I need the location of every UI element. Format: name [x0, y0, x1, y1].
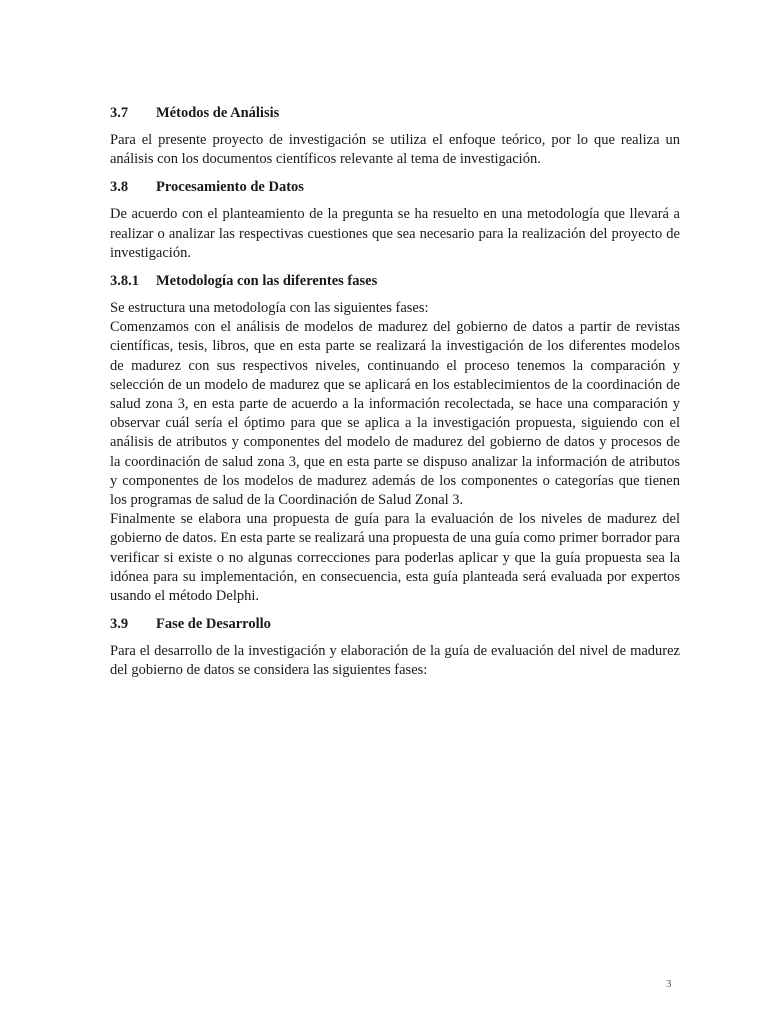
paragraph: Se estructura una metodología con las siguientes fases: [110, 300, 429, 317]
paragraph: Para el desarrollo de la investigación y elaboración de la guía de evaluación del nivel de madurez del gobierno de datos se considera las siguientes fases: [110, 643, 680, 679]
section-title: Metodología con las diferentes fases [156, 273, 378, 290]
section-heading-3-7 [110, 104, 680, 123]
section-heading-3-8 [110, 178, 680, 197]
page-number: 3 [666, 978, 672, 990]
section-heading-3-8-1 [110, 272, 680, 291]
section-title: Métodos de Análisis [156, 105, 280, 121]
paragraph: Comenzamos con el análisis de modelos de madurez del gobierno de datos a partir de revistas científicas, tesis, libros, que en esta parte se realizará la investigación de los diferentes modelos de madurez con sus respectivos niveles, continuando el proceso tenemos la comparación y selección de un modelo de madurez que se aplicará en los establecimientos de la coordinación de salud zona 3, en esta parte de acuerdo a la información recolectada, se hace una comparación y observar cuál sería el óptimo para que se aplica a la investigación propuesta, siguiendo con el análisis de atributos y componentes del modelo de madurez del gobierno de datos y procesos de la coordinación de salud zona 3, que en esta parte se dispuso analizar la información de atributos y componentes de los modelos de madurez además de los componentes o categorías que tienen los programas de salud de la Coordinación de Salud Zonal 3. [110, 319, 680, 509]
section-title: Procesamiento de Datos [156, 179, 304, 196]
section-number: 3.8 [110, 179, 129, 196]
paragraph: De acuerdo con el planteamiento de la pregunta se ha resuelto en una metodología que llevará a realizar o analizar las respectivas cuestiones que sea necesario para la realización del proyecto de investigación. [110, 206, 680, 261]
section-number: 3.8.1 [110, 273, 139, 290]
document-body [110, 104, 680, 690]
section-heading-3-9 [110, 615, 680, 634]
section-number: 3.7 [110, 105, 129, 121]
paragraph: Finalmente se elabora una propuesta de guía para la evaluación de los niveles de madurez del gobierno de datos. En esta parte se realizará una propuesta de una guía como primer borrador para verificar si existe o no algunas correcciones para poderlas aplicar y que la guía propuesta sea la idónea para su implementación, en consecuencia, esta guía planteada será evaluada por expertos usando el método Delphi. [110, 511, 680, 605]
section-title: Fase de Desarrollo [156, 616, 271, 633]
section-number: 3.9 [110, 616, 129, 633]
paragraph: Para el presente proyecto de investigación se utiliza el enfoque teórico, por lo que realiza un análisis con los documentos científicos relevante al tema de investigación. [110, 132, 680, 168]
